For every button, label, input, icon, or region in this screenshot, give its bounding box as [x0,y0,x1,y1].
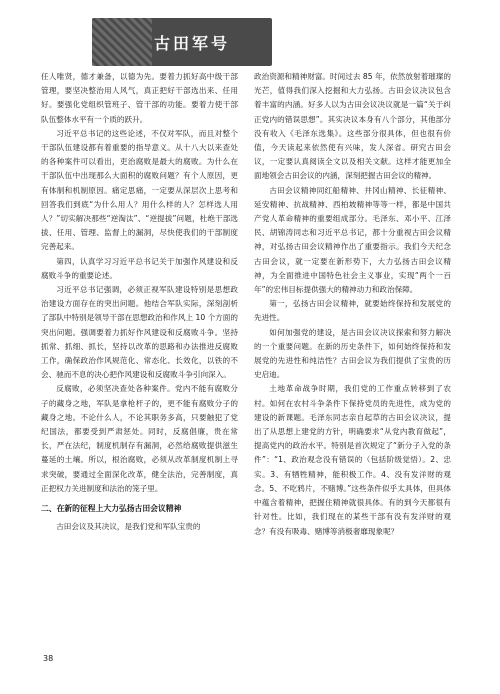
paragraph: 古田会议及其决议，是我们党和军队宝贵的 [56,522,201,532]
paragraph: 第一，弘扬古田会议精神，就要始终保持和发展党的先进性。 [254,299,451,323]
banner-title: 古田军号 [153,33,230,53]
page-number: 38 [43,654,54,663]
section-heading: 二、在新的征程上大力弘扬古田会议精神 [41,504,182,514]
paragraph: 习近平总书记的这些论述，不仅对军队，而且对整个干部队伍建设都有着重要的指导意义。从十八大以来查处的各种案件可以看出，吏治腐败是最大的腐败。为什么在干部队伍中出现那么大面积的腐败问题？有个人原因，更有体制和机制原因。痛定思痛，一定要从深层次上思考和回答我们到底“为什么用人？用什么样的人？怎样选人用人？”切实解决那些“逆淘汰”、“逆提拔”问题，杜绝干部选拔、任用、管理、监督上的漏洞，尽快使我们的干部制度完善起来。 [41,128,238,252]
paragraph: 第四，认真学习习近平总书记关于加强作风建设和反腐败斗争的重要论述。 [41,256,238,280]
paragraph: 反腐败，必须坚决查处各种案件。党内不能有腐败分子的藏身之地，军队是拿枪杆子的，更不能有腐败分子的藏身之地。不论什么人，不论其职务多高，只要触犯了党纪国法，都要受到严肃惩处。同时，反腐倡廉，贵在常长，严在法纪，制度机制存有漏洞，必然给腐败提供滋生蔓延的土壤。所以，根治腐败，必须从改革制度机制上寻求突破，要通过全面深化改革，健全法治，完善制度，真正把权力关进制度和法治的笼子里。 [41,384,238,493]
paragraph: 古田会议精神同红船精神、井冈山精神、长征精神、延安精神、抗战精神、西柏坡精神等等一样，都是中国共产党人革命精神的重要组成部分。毛泽东、邓小平、江泽民、胡锦涛同志和习近平总书记，都十分重视古田会议精神，对弘扬古田会议精神作出了重要指示。我们今天纪念古田会议，就一定要在新形势下，大力弘扬古田会议精神，为全面推进中国特色社会主义事业，实现“两个一百年”的宏伟目标提供强大的精神动力和政治保障。 [254,185,451,295]
paragraph: 如何加强党的建设，是古田会议决议探索和努力解决的一个重要问题。在新的历史条件下，如何始终保持和发展党的先进性和纯洁性？古田会议为我们提供了宝贵的历史启迪。 [254,327,451,380]
paragraph: 任人唯贤，德才兼备，以德为先。要着力抓好高中级干部管理，要坚决整治用人风气，真正把好干部选出来、任用好。要强化党组织管班子、管干部的功能。要着力使干部队伍整体水平有一个质的跃升。 [41,72,238,124]
paragraph: 土地革命战争时期，我们党的工作重点转移到了农村。如何在农村斗争条件下保持党员的先进性，成为党的建设的新课题。毛泽东同志亲自起草的古田会议决议，提出了从思想上建党的方针，明确要求“从党内教育做起”，提高党内的政治水平。特别是首次规定了“新分子入党的条件”：“1、政治观念没有错误的（包括阶级觉悟）。2、忠实。3、有牺牲精神，能积极工作。4、没有发洋财的观念。5、不吃鸦片，不赌博。”这些条件似乎太具体，但具体中蕴含着精神，把握住精神就很具体。有的到今天都很有针对性。比如，我们现在的某些干部有没有发洋财的观念？有没有吸毒、赌博等消极奢靡现象呢？ [254,384,451,536]
header-banner [92,18,272,66]
paragraph: 习近平总书记强调，必须正视军队建设特别是思想政治建设方面存在的突出问题。他结合军队实际，深刻剖析了部队中特别是领导干部在思想政治和作风上 10 个方面的突出问题。强调要着力抓好作风建设和反腐败斗争。坚持抓常、抓细、抓长，坚持以改革的思路和办法推进反腐败工作，确保政治作风规范化、常态化、长效化，以铁的不会、驰而不息的决心把作风建设和反腐败斗争引向深入。 [41,285,238,380]
right-column [254,70,451,539]
paragraph: 政治资源和精神财富。时间过去 85 年，依然放射着璀璨的光芒，值得我们深入挖掘和大力弘扬。古田会议决议包含着丰富的内涵。好多人以为古田会议决议就是一篇“关于纠正党内的错误思想”。其实决议本身有八个部分，其他部分没有收入《毛泽东选集》。这些部分很具体，但也很有价值，今天读起来依然使有兴味，发人深省。研究古田会议，一定要认真阅读全文以及相关文献。这样才能更加全面地领会古田会议的内涵，深刻把握古田会议的精神。 [254,72,451,181]
left-column [41,70,238,534]
